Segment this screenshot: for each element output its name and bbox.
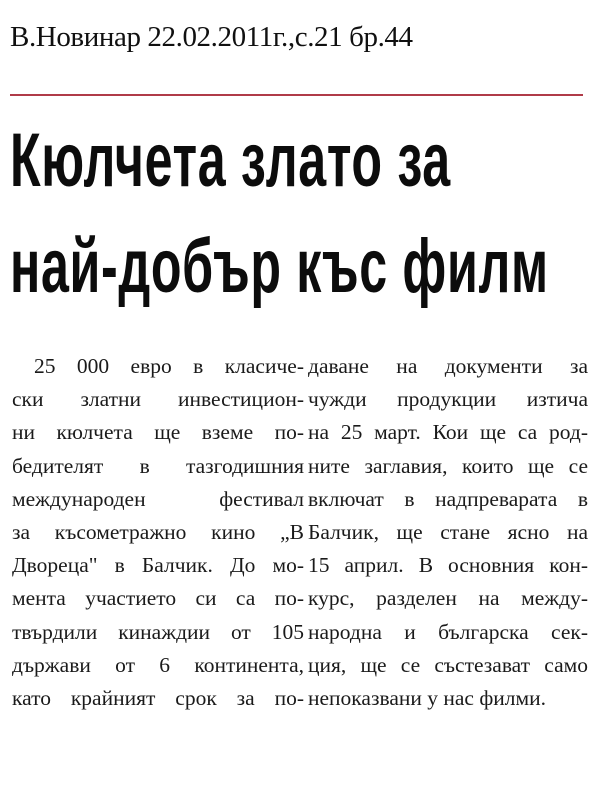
text-line: 15 април. В основния кон- xyxy=(308,553,588,578)
article-column-left xyxy=(12,350,304,715)
text-line: ция, ще се състезават само xyxy=(308,652,588,677)
text-line: като крайният срок за по- xyxy=(12,685,304,710)
text-line: бедителят в тазгодишния xyxy=(12,453,304,478)
headline-line-2: най-добър къс филм xyxy=(10,224,549,309)
text-line: чужди продукции изтича xyxy=(308,387,588,412)
text-line: международен фестивал xyxy=(12,486,304,511)
article-headline xyxy=(10,108,590,320)
text-line: ски златни инвестицион- xyxy=(12,387,304,412)
text-line: държави от 6 континента, xyxy=(12,652,304,677)
text-line: народна и българска сек- xyxy=(308,619,588,644)
divider-rule xyxy=(10,94,583,96)
text-line: включат в надпреварата в xyxy=(308,486,588,511)
text-line: мента участието си са по- xyxy=(12,586,304,611)
text-line: ните заглавия, които ще се xyxy=(308,453,588,478)
text-line: Балчик, ще стане ясно на xyxy=(308,519,588,544)
text-line: ни кюлчета ще вземе по- xyxy=(12,420,304,445)
text-line: даване на документи за xyxy=(308,354,588,378)
text-line: Двореца" в Балчик. До мо- xyxy=(12,553,304,578)
text-line: за късометражно кино „В xyxy=(12,519,304,544)
headline-line-1: Кюлчета злато за xyxy=(10,118,451,203)
source-citation: В.Новинар 22.02.2011г.,с.21 бр.44 xyxy=(10,21,413,53)
text-line: курс, разделен на между- xyxy=(308,586,588,611)
text-line: на 25 март. Кои ще са род- xyxy=(308,420,588,445)
text-line: непоказвани у нас филми. xyxy=(308,685,547,710)
text-line: твърдили кинаждии от 105 xyxy=(12,619,304,644)
article-column-right xyxy=(308,350,588,715)
text-line: 25 000 евро в класиче- xyxy=(34,354,304,378)
